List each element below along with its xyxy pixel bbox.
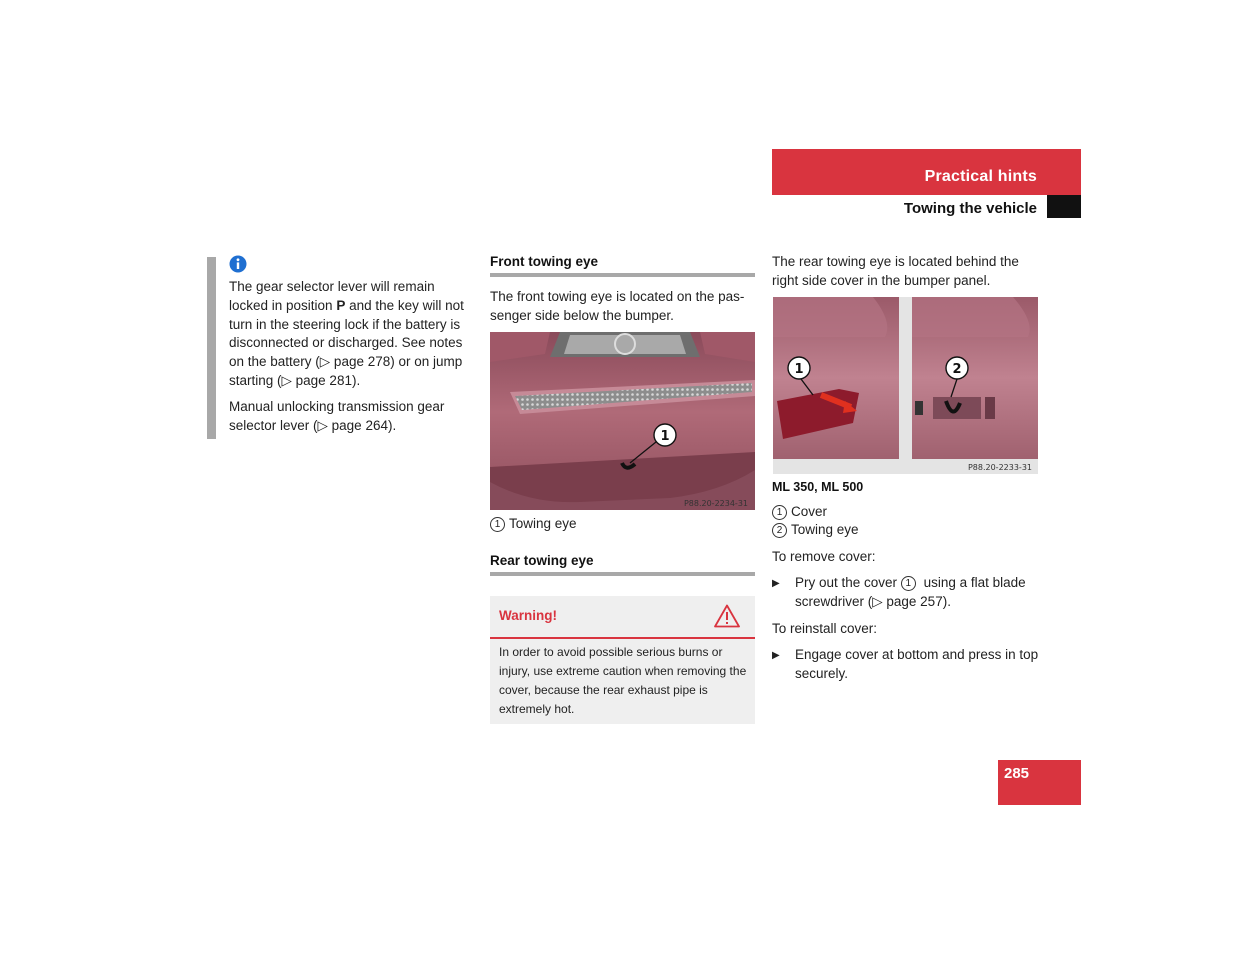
arrow-bullet-icon: ▶ bbox=[772, 578, 780, 589]
front-towing-eye-heading: Front towing eye bbox=[490, 254, 598, 269]
warning-triangle-icon bbox=[714, 604, 740, 628]
front-callout-1: 1 bbox=[660, 429, 670, 444]
gear-position: P bbox=[336, 297, 346, 313]
page-number: 285 bbox=[1004, 765, 1030, 782]
model-caption: ML 350, ML 500 bbox=[772, 480, 864, 494]
info-paragraph-2: Manual unlocking transmission gear selector lever (▷ page 264). bbox=[229, 399, 445, 433]
front-image-code: P88.20-2234-31 bbox=[683, 499, 748, 508]
rear-towing-eye-text: The rear towing eye is located behind the right side cover in the bumper panel. bbox=[772, 254, 1019, 288]
front-legend: 1 Towing eye bbox=[490, 515, 577, 534]
arrow-bullet-icon: ▶ bbox=[772, 650, 780, 661]
rear-callout-2: 2 bbox=[952, 362, 962, 377]
rear-bumper-photo bbox=[773, 297, 1038, 474]
subsection-title: Towing the vehicle bbox=[903, 200, 1037, 217]
reinstall-cover-heading: To reinstall cover: bbox=[772, 621, 878, 636]
remove-cover-step: ▶ Pry out the cover 1 using a flat blade screwdriver (▷ page 257). bbox=[772, 574, 1040, 612]
legend-number: 1 bbox=[772, 505, 787, 520]
warning-divider bbox=[490, 637, 755, 639]
heading-rule bbox=[490, 572, 755, 576]
info-bar bbox=[207, 257, 216, 439]
legend-item: 2 Towing eye bbox=[772, 521, 859, 540]
info-icon bbox=[229, 255, 247, 273]
info-paragraph-1: The gear selector lever will remain locked in position P and the key will not turn in the steering lock if the battery is disconnected or discharged. See notes on the battery (▷ page 278) or on jump starting (▷ page 281). bbox=[229, 279, 464, 388]
legend-number: 1 bbox=[901, 576, 916, 591]
warning-text: In order to avoid possible serious burns or injury, use extreme caution when removing the cover, because the rear exhaust pipe is extremely hot. bbox=[499, 645, 747, 716]
header-block bbox=[1047, 195, 1081, 218]
legend-item: 1 Cover bbox=[772, 503, 827, 522]
warning-title: Warning! bbox=[499, 608, 557, 623]
front-bumper-photo bbox=[490, 332, 755, 510]
rear-image-code: P88.20-2233-31 bbox=[967, 463, 1032, 472]
rear-towing-eye-heading: Rear towing eye bbox=[490, 553, 594, 568]
reinstall-cover-step: ▶ Engage cover at bottom and press in top securely. bbox=[772, 646, 1040, 684]
rear-callout-1: 1 bbox=[794, 362, 804, 377]
front-towing-eye-text: The front towing eye is located on the pas-senger side below the bumper. bbox=[490, 289, 745, 323]
remove-cover-heading: To remove cover: bbox=[772, 549, 876, 564]
heading-rule bbox=[490, 273, 755, 277]
legend-number: 2 bbox=[772, 523, 787, 538]
section-title: Practical hints bbox=[924, 168, 1037, 185]
legend-number: 1 bbox=[490, 517, 505, 532]
